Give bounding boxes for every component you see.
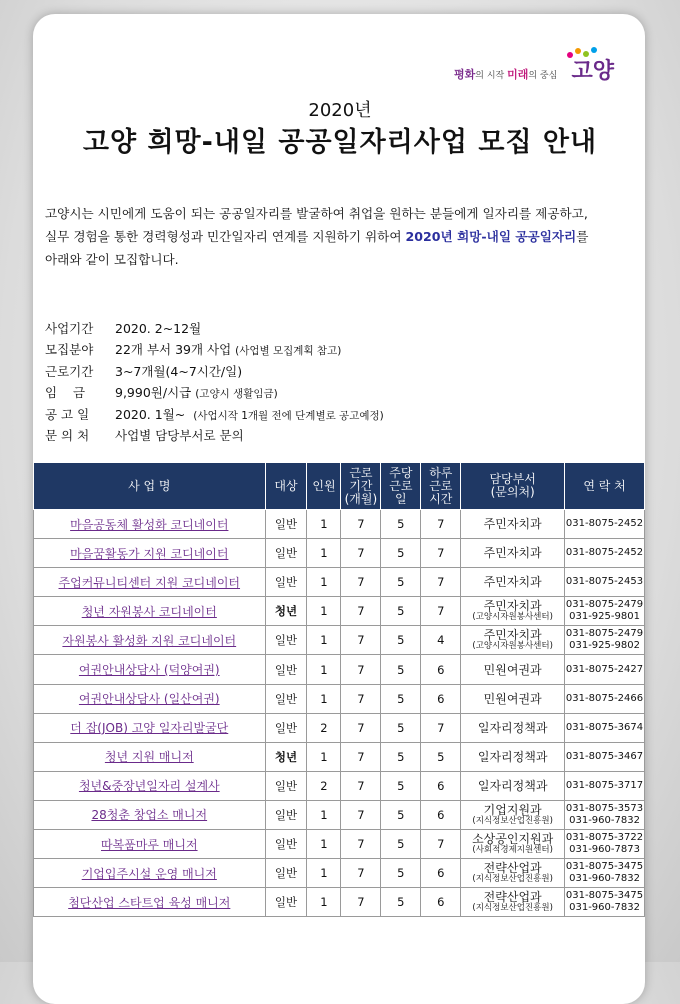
info-label: 사업기간 <box>45 321 94 336</box>
phone-number: 031-8075-3467 <box>565 750 644 762</box>
job-target: 일반 <box>265 771 307 800</box>
job-dept <box>461 830 565 859</box>
dept-sub: (지식정보산업진흥원) <box>472 874 553 885</box>
job-phone <box>565 859 645 888</box>
job-dept <box>461 888 565 917</box>
job-name-link[interactable]: 기업입주시설 운영 매니저 <box>34 859 266 888</box>
info-row <box>45 361 384 382</box>
table-row <box>34 888 645 917</box>
job-days: 5 <box>381 626 421 655</box>
phone-number: 031-8075-2427 <box>565 663 644 675</box>
header-dept: 담당부서 (문의처) <box>461 463 565 510</box>
job-people: 1 <box>307 626 341 655</box>
phone-number: 031-8075-2453 <box>565 576 644 588</box>
table-header-row <box>34 463 645 510</box>
slogan-part: 평화 <box>454 68 476 81</box>
phone-number: 031-925-9801 <box>569 611 640 623</box>
job-period: 7 <box>341 742 381 771</box>
job-hours: 6 <box>421 684 461 713</box>
job-dept <box>461 742 565 771</box>
job-people: 1 <box>307 830 341 859</box>
table-row <box>34 800 645 829</box>
job-phone <box>565 539 645 568</box>
dept-name: 전략산업과 <box>483 890 542 905</box>
phone-number: 031-8075-2466 <box>565 692 644 704</box>
info-value: 2020. 2~12월 <box>115 321 202 336</box>
job-target: 일반 <box>265 626 307 655</box>
dept-name: 민원여권과 <box>483 691 542 706</box>
job-dept <box>461 713 565 742</box>
job-phone <box>565 597 645 626</box>
phone-number: 031-8075-2479 <box>565 628 644 640</box>
job-dept <box>461 771 565 800</box>
phone-number: 031-8075-2479 <box>565 599 644 611</box>
job-hours: 7 <box>421 510 461 539</box>
job-dept <box>461 859 565 888</box>
job-phone <box>565 771 645 800</box>
job-people: 1 <box>307 539 341 568</box>
job-target: 일반 <box>265 510 307 539</box>
header-period: 근로 기간 (개월) <box>341 463 381 510</box>
job-phone <box>565 510 645 539</box>
job-people: 1 <box>307 510 341 539</box>
job-period: 7 <box>341 830 381 859</box>
info-list <box>45 318 384 446</box>
job-name-link[interactable]: 따복품마루 매니저 <box>34 830 266 859</box>
job-hours: 6 <box>421 859 461 888</box>
header-name: 사 업 명 <box>34 463 266 510</box>
job-target: 일반 <box>265 655 307 684</box>
slogan-part: 미래 <box>507 68 529 81</box>
job-people: 1 <box>307 800 341 829</box>
job-hours: 6 <box>421 800 461 829</box>
job-people: 2 <box>307 771 341 800</box>
slogan-part: 의 시작 <box>475 71 508 81</box>
job-name-link[interactable]: 청년&중장년일자리 설계사 <box>34 771 266 800</box>
job-target: 일반 <box>265 830 307 859</box>
jobs-table <box>33 462 645 917</box>
job-phone <box>565 742 645 771</box>
intro-paragraph <box>45 202 645 271</box>
table-row <box>34 684 645 713</box>
dept-name: 주민자치과 <box>483 546 542 561</box>
job-name-link[interactable]: 더 잡(JOB) 고양 일자리발굴단 <box>34 713 266 742</box>
info-value: 3~7개월(4~7시간/일) <box>115 363 243 379</box>
job-period: 7 <box>341 568 381 597</box>
job-period: 7 <box>341 597 381 626</box>
job-name-link[interactable]: 여권안내상담사 (덕양여권) <box>34 655 266 684</box>
job-people: 2 <box>307 713 341 742</box>
job-hours: 7 <box>421 713 461 742</box>
info-row <box>45 318 384 339</box>
job-people: 1 <box>307 859 341 888</box>
logo-slogan <box>454 66 557 82</box>
job-dept <box>461 684 565 713</box>
dept-name: 일자리정책과 <box>477 778 548 793</box>
job-days: 5 <box>381 568 421 597</box>
table-row <box>34 859 645 888</box>
header-target: 대상 <box>265 463 307 510</box>
info-row <box>45 425 384 446</box>
job-phone <box>565 800 645 829</box>
job-name-link[interactable]: 여권안내상담사 (일산여권) <box>34 684 266 713</box>
header-people: 인원 <box>307 463 341 510</box>
info-label: 공 고 일 <box>45 406 90 422</box>
job-dept <box>461 626 565 655</box>
intro-text: 를 <box>576 229 589 244</box>
job-people: 1 <box>307 597 341 626</box>
job-dept <box>461 800 565 829</box>
job-hours: 7 <box>421 830 461 859</box>
job-days: 5 <box>381 800 421 829</box>
phone-number: 031-8075-3722 <box>565 832 644 844</box>
intro-highlight: 2020년 희망-내일 공공일자리 <box>405 229 577 244</box>
job-phone <box>565 626 645 655</box>
phone-number: 031-960-7832 <box>569 873 640 885</box>
dept-name: 주민자치과 <box>483 517 542 532</box>
job-target: 일반 <box>265 859 307 888</box>
job-name-link[interactable]: 28청춘 창업소 매니저 <box>34 800 266 829</box>
intro-line: 고양시는 시민에게 도움이 되는 공공일자리를 발굴하여 취업을 원하는 분들에게 일자리를 제공하고, <box>45 206 588 221</box>
info-note: (사업시작 1개월 전에 단계별로 공고예정) <box>193 409 384 422</box>
dept-name: 민원여권과 <box>483 662 542 677</box>
job-period: 7 <box>341 713 381 742</box>
job-days: 5 <box>381 597 421 626</box>
job-dept <box>461 597 565 626</box>
job-period: 7 <box>341 771 381 800</box>
goyang-logo <box>444 46 614 94</box>
phone-number: 031-8075-3573 <box>565 802 644 814</box>
job-period: 7 <box>341 626 381 655</box>
job-name-link[interactable]: 첨단산업 스타트업 육성 매니저 <box>34 888 266 917</box>
job-days: 5 <box>381 771 421 800</box>
dept-name: 일자리정책과 <box>477 749 548 764</box>
job-people: 1 <box>307 888 341 917</box>
job-target: 일반 <box>265 568 307 597</box>
table-row <box>34 539 645 568</box>
table-row <box>34 771 645 800</box>
info-value: 22개 부서 39개 사업 <box>115 342 236 358</box>
job-hours: 5 <box>421 742 461 771</box>
dept-sub: (지식정보산업진흥원) <box>472 815 553 826</box>
job-target: 일반 <box>265 800 307 829</box>
dept-name: 소상공인지원과 <box>472 832 554 847</box>
info-label: 문 의 처 <box>45 427 90 443</box>
job-period: 7 <box>341 684 381 713</box>
job-hours: 6 <box>421 655 461 684</box>
header-days: 주당 근로 일 <box>381 463 421 510</box>
job-hours: 4 <box>421 626 461 655</box>
job-period: 7 <box>341 510 381 539</box>
job-dept <box>461 539 565 568</box>
job-days: 5 <box>381 859 421 888</box>
job-phone <box>565 888 645 917</box>
info-note: (고양시 생활임금) <box>195 388 278 401</box>
job-target: 일반 <box>265 684 307 713</box>
job-people: 1 <box>307 568 341 597</box>
job-people: 1 <box>307 655 341 684</box>
job-phone <box>565 713 645 742</box>
info-label: 모집분야 <box>45 342 94 358</box>
job-period: 7 <box>341 539 381 568</box>
dept-name: 주민자치과 <box>483 628 542 643</box>
dept-sub: (사회적경제지원센터) <box>472 845 553 856</box>
phone-number: 031-960-7873 <box>569 844 640 856</box>
job-days: 5 <box>381 510 421 539</box>
job-days: 5 <box>381 888 421 917</box>
job-name-link[interactable]: 자원봉사 활성화 지원 코디네이터 <box>34 626 266 655</box>
intro-text: 실무 경험을 통한 경력형성과 민간일자리 연계를 지원하기 위하여 <box>45 229 406 244</box>
job-days: 5 <box>381 655 421 684</box>
job-days: 5 <box>381 539 421 568</box>
job-days: 5 <box>381 713 421 742</box>
logo-brand: 고양 <box>571 59 614 84</box>
job-people: 1 <box>307 742 341 771</box>
info-note: (사업별 모집계획 참고) <box>235 345 342 358</box>
job-hours: 6 <box>421 888 461 917</box>
job-days: 5 <box>381 684 421 713</box>
job-target: 일반 <box>265 713 307 742</box>
intro-line <box>45 225 645 248</box>
job-name-link[interactable]: 마을공동체 활성화 코디네이터 <box>34 510 266 539</box>
dept-name: 주민자치과 <box>483 575 542 590</box>
dept-name: 기업지원과 <box>483 802 542 817</box>
table-row <box>34 742 645 771</box>
info-value: 사업별 담당부서로 문의 <box>115 427 244 443</box>
phone-number: 031-8075-3475 <box>565 861 644 873</box>
table-row <box>34 626 645 655</box>
info-row <box>45 382 384 403</box>
phone-number: 031-960-7832 <box>569 902 640 914</box>
job-dept <box>461 510 565 539</box>
job-days: 5 <box>381 742 421 771</box>
dept-sub: (고양시자원봉사센터) <box>472 612 553 623</box>
info-row <box>45 339 384 360</box>
phone-number: 031-8075-3475 <box>565 890 644 902</box>
header-phone: 연 락 처 <box>565 463 645 510</box>
job-hours: 6 <box>421 771 461 800</box>
table-row <box>34 713 645 742</box>
table-row <box>34 655 645 684</box>
job-people: 1 <box>307 684 341 713</box>
job-phone <box>565 830 645 859</box>
dept-name: 주민자치과 <box>483 599 542 614</box>
job-name-link[interactable]: 마을꿈활동가 지원 코디네이터 <box>34 539 266 568</box>
job-target: 일반 <box>265 539 307 568</box>
job-dept <box>461 655 565 684</box>
job-target: 청년 <box>265 597 307 626</box>
intro-line: 아래와 같이 모집합니다. <box>45 252 179 267</box>
job-hours: 7 <box>421 568 461 597</box>
dept-sub: (지식정보산업진흥원) <box>472 903 553 914</box>
info-label: 임 금 <box>45 385 86 401</box>
slogan-part: 의 중심 <box>528 71 558 81</box>
phone-number: 031-8075-2452 <box>565 547 644 559</box>
job-days: 5 <box>381 830 421 859</box>
job-name-link[interactable]: 청년 자원봉사 코디네이터 <box>34 597 266 626</box>
job-hours: 7 <box>421 539 461 568</box>
table-row <box>34 830 645 859</box>
info-row <box>45 404 384 425</box>
dept-name: 전략산업과 <box>483 861 542 876</box>
job-phone <box>565 655 645 684</box>
info-value: 2020. 1월~ <box>115 406 194 422</box>
job-target: 일반 <box>265 888 307 917</box>
notice-title: 고양 희망-내일 공공일자리사업 모집 안내 <box>82 127 598 158</box>
dept-name: 일자리정책과 <box>477 720 548 735</box>
job-period: 7 <box>341 859 381 888</box>
phone-number: 031-960-7832 <box>569 814 640 826</box>
phone-number: 031-8075-3717 <box>565 779 644 791</box>
header-hours: 하루 근로 시간 <box>421 463 461 510</box>
job-period: 7 <box>341 888 381 917</box>
dept-sub: (고양시자원봉사센터) <box>472 641 553 652</box>
table-row <box>34 510 645 539</box>
job-hours: 7 <box>421 597 461 626</box>
job-period: 7 <box>341 655 381 684</box>
job-period: 7 <box>341 800 381 829</box>
job-phone <box>565 684 645 713</box>
job-target: 청년 <box>265 742 307 771</box>
notice-year: 2020년 <box>308 100 372 121</box>
job-name-link[interactable]: 주업커뮤니티센터 지원 코디네이터 <box>34 568 266 597</box>
job-dept <box>461 568 565 597</box>
table-row <box>34 597 645 626</box>
job-name-link[interactable]: 청년 지원 매니저 <box>34 742 266 771</box>
phone-number: 031-925-9802 <box>569 640 640 652</box>
phone-number: 031-8075-3674 <box>565 721 644 733</box>
job-phone <box>565 568 645 597</box>
table-row <box>34 568 645 597</box>
phone-number: 031-8075-2452 <box>565 518 644 530</box>
info-label: 근로기간 <box>45 363 94 379</box>
info-value: 9,990원/시급 <box>115 385 196 401</box>
